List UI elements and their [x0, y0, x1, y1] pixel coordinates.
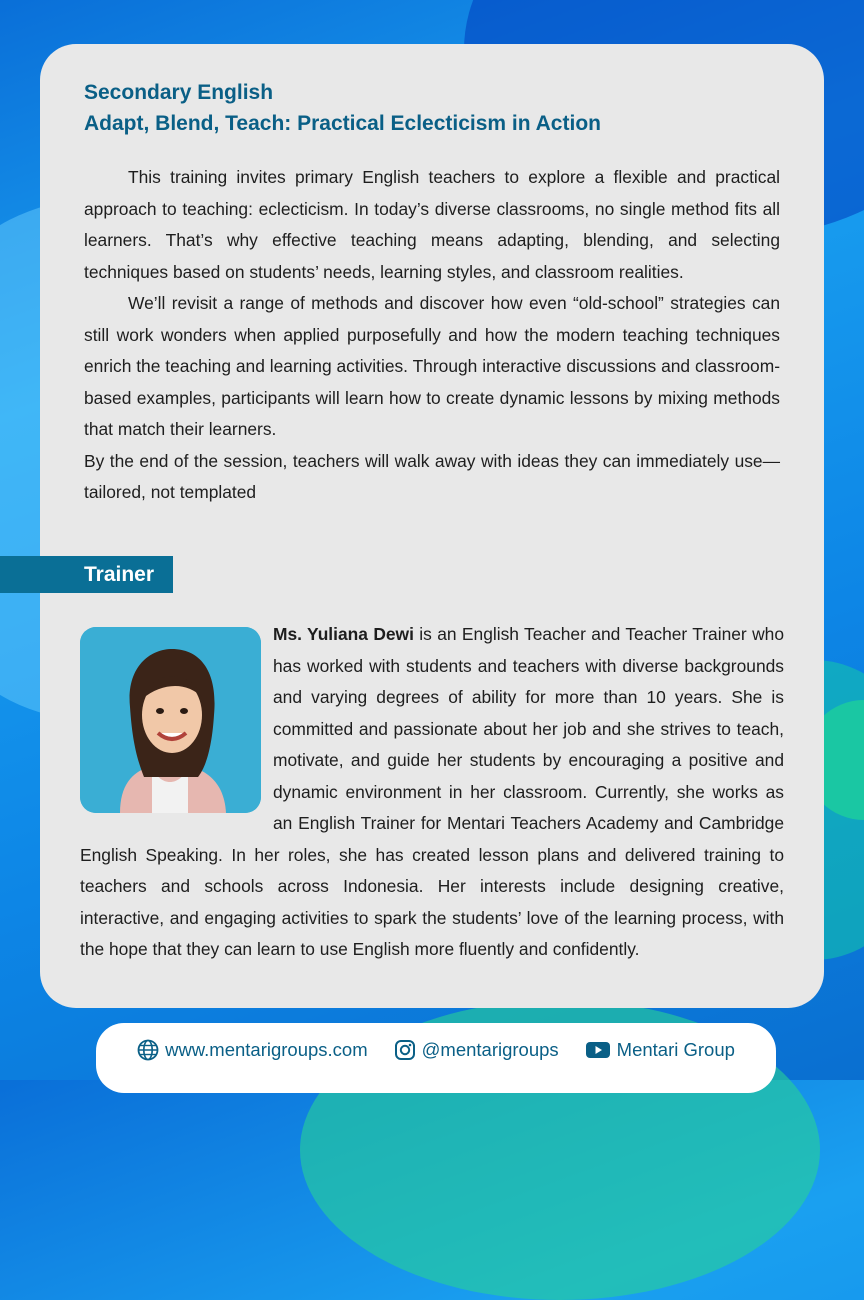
- description-paragraph-3: By the end of the session, teachers will walk away with ideas they can immediately use—tailored, not templated: [84, 450, 780, 502]
- course-title: Adapt, Blend, Teach: Practical Eclecticism in Action: [84, 112, 601, 135]
- instagram-text: @mentarigroups: [421, 1039, 559, 1060]
- website-text: www.mentarigroups.com: [165, 1039, 368, 1060]
- description-paragraph-1: This training invites primary English teachers to explore a flexible and practical approach to teaching: eclecticism. In today’s diverse classrooms, no single method fits all learners. That’s why effective teaching means adapting, blending, and selecting techniques based on students’ needs, learning styles, and classroom realities.: [84, 167, 780, 282]
- globe-icon: [137, 1039, 159, 1061]
- youtube-text: Mentari Group: [616, 1039, 735, 1060]
- trainer-heading-label: Trainer: [84, 562, 155, 586]
- trainer-heading: [40, 556, 173, 593]
- content-card: [40, 44, 824, 1008]
- instagram-link[interactable]: [394, 1039, 559, 1061]
- trainer-portrait-illustration: [80, 627, 261, 813]
- description-paragraph-2: We’ll revisit a range of methods and discover how even “old-school” strategies can still work wonders when applied purposefully and how the modern teaching techniques enrich the teaching and learning activities. Through interactive discussions and classroom-based examples, participants will learn how to create dynamic lessons by mixing methods that match their learners.: [84, 293, 780, 439]
- trainer-bio-text: is an English Teacher and Teacher Trainer who has worked with students and teachers with diverse backgrounds and varying degrees of ability for more than 10 years. She is committed and passionate about her job and she strives to teach, motivate, and guide her students by encouraging a positive and dynamic environment in her classroom. Currently, she works as an English Trainer for Mentari Teachers Academy and Cambridge English Speaking. In her roles, she has created lesson plans and delivered training to teachers and schools across Indonesia. Her interests include designing creative, interactive, and engaging activities to spark the students’ love of the learning process, with the hope that they can learn to use English more fluently and confidently.: [80, 624, 784, 959]
- course-category: Secondary English: [84, 81, 274, 104]
- youtube-link[interactable]: [585, 1039, 735, 1061]
- website-link[interactable]: [137, 1039, 368, 1061]
- youtube-icon: [585, 1040, 611, 1060]
- trainer-photo: [80, 627, 261, 813]
- instagram-icon: [394, 1039, 416, 1061]
- footer-bar: [96, 1023, 776, 1093]
- trainer-bio-section: [80, 619, 784, 966]
- trainer-name: Ms. Yuliana Dewi: [273, 624, 414, 644]
